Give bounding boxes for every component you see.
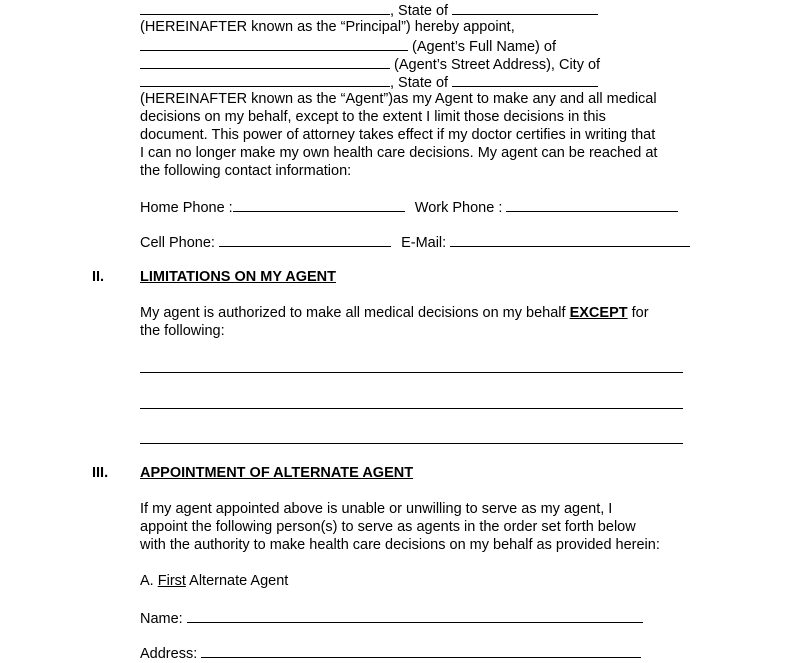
home-phone-label: Home Phone : <box>140 200 233 216</box>
agent-paragraph-line: decisions on my behalf, except to the extent I limit those decisions in this <box>140 109 606 125</box>
section-3-number: III. <box>92 465 109 481</box>
limitations-blank-1[interactable] <box>140 372 683 373</box>
alternate-address-blank[interactable] <box>201 643 641 658</box>
alternate-name-line <box>140 608 643 628</box>
alternate-letter: A. <box>140 573 154 589</box>
email-label: E-Mail: <box>401 235 447 251</box>
agent-city-blank[interactable] <box>140 72 390 87</box>
alternate-name-blank[interactable] <box>187 608 643 623</box>
first-alternate-heading <box>140 572 288 590</box>
limitations-line-1 <box>140 304 649 322</box>
except-emphasis: EXCEPT <box>569 305 628 321</box>
city-blank[interactable] <box>140 0 390 15</box>
agent-street-line <box>140 54 600 74</box>
alternate-paragraph-line: with the authority to make health care decisions on my behalf as provided herein: <box>140 537 660 553</box>
cell-email-line <box>140 232 690 252</box>
principal-line: (HEREINAFTER known as the “Principal”) hereby appoint, <box>140 19 515 35</box>
section-2-number: II. <box>92 269 105 285</box>
limitations-text-after: for <box>631 305 649 321</box>
limitations-blank-3[interactable] <box>140 443 683 444</box>
agent-state-blank[interactable] <box>452 72 598 87</box>
limitations-line-2: the following: <box>140 323 225 339</box>
work-phone-label: Work Phone : <box>414 200 503 216</box>
name-label: Name: <box>140 611 183 627</box>
agent-street-blank[interactable] <box>140 54 390 69</box>
alternate-first: First <box>157 573 186 589</box>
agent-street-label: (Agent’s Street Address), City of <box>394 57 601 73</box>
state-line-2 <box>140 72 598 92</box>
address-label: Address: <box>140 646 198 662</box>
alternate-paragraph-line: appoint the following person(s) to serve as agents in the order set forth below <box>140 519 636 535</box>
agent-name-line <box>140 36 556 56</box>
home-phone-blank[interactable] <box>233 197 405 212</box>
phone-line <box>140 197 678 217</box>
limitations-text: My agent is authorized to make all medical decisions on my behalf <box>140 305 566 321</box>
cell-phone-label: Cell Phone: <box>140 235 215 251</box>
agent-name-blank[interactable] <box>140 36 408 51</box>
alternate-rest: Alternate Agent <box>189 573 289 589</box>
state-label-2: , State of <box>390 75 449 91</box>
limitations-blank-2[interactable] <box>140 408 683 409</box>
agent-paragraph-line: I can no longer make my own health care decisions. My agent can be reached at <box>140 145 658 161</box>
cell-phone-blank[interactable] <box>219 232 391 247</box>
alternate-paragraph-line: If my agent appointed above is unable or unwilling to serve as my agent, I <box>140 501 613 517</box>
agent-paragraph-line: document. This power of attorney takes effect if my doctor certifies in writing that <box>140 127 656 143</box>
work-phone-blank[interactable] <box>506 197 678 212</box>
section-3-title: APPOINTMENT OF ALTERNATE AGENT <box>140 465 414 481</box>
agent-paragraph-line: (HEREINAFTER known as the “Agent”)as my Agent to make any and all medical <box>140 91 657 107</box>
state-label: , State of <box>390 3 449 19</box>
state-line-1 <box>140 0 598 20</box>
section-2-title: LIMITATIONS ON MY AGENT <box>140 269 337 285</box>
state-blank[interactable] <box>452 0 598 15</box>
alternate-address-line <box>140 643 641 663</box>
agent-name-label: (Agent’s Full Name) of <box>412 39 557 55</box>
email-blank[interactable] <box>450 232 690 247</box>
agent-paragraph-line: the following contact information: <box>140 163 352 179</box>
